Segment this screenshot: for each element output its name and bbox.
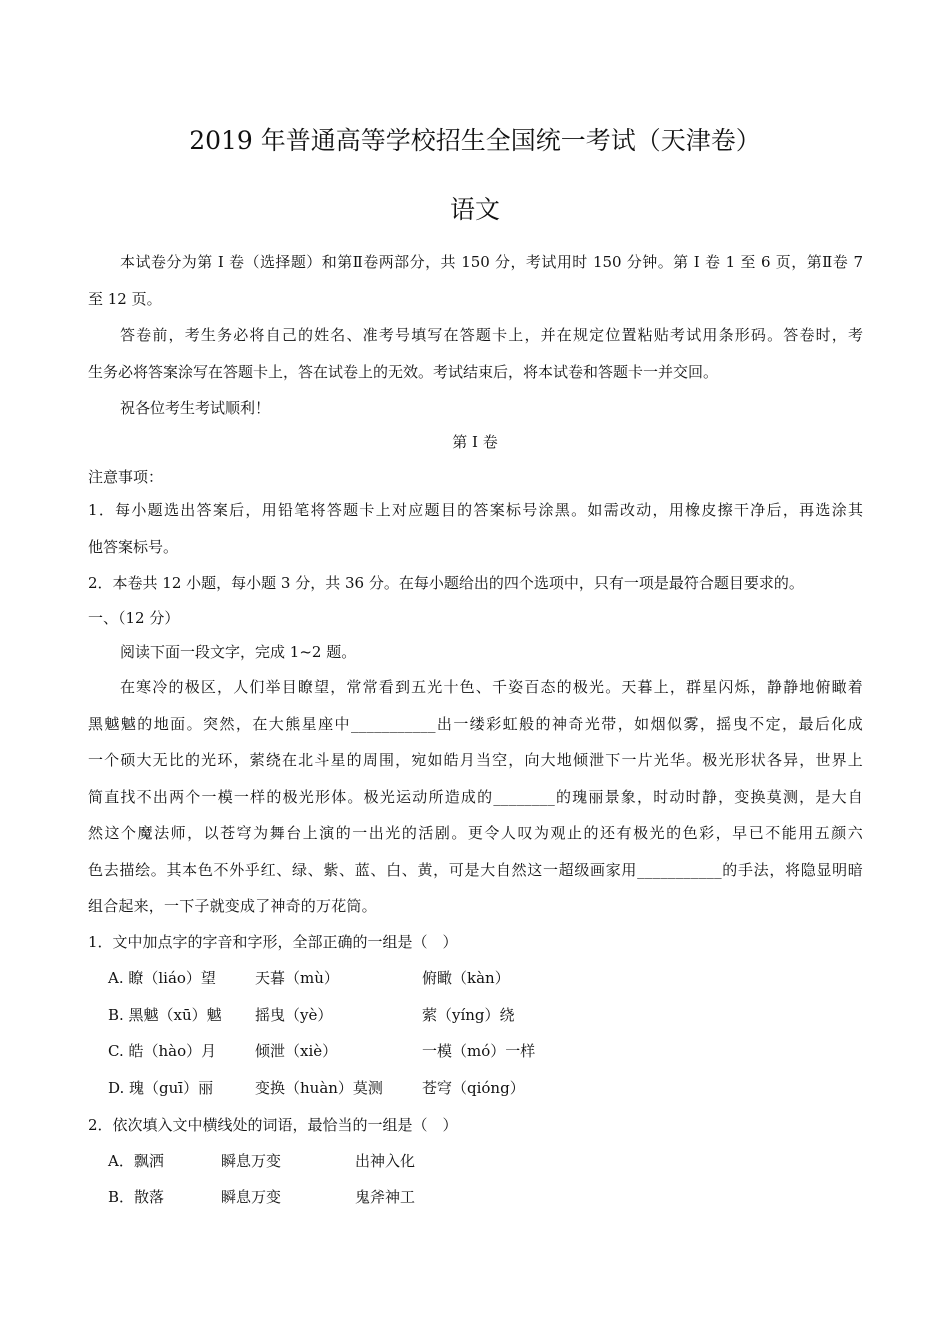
q1-option-d-part-2: 变换（huàn）莫测: [255, 1079, 383, 1097]
passage-line-2: 黑魆魆的地面。突然，在大熊星座中___________出一缕彩虹般的神奇光带，如烟似雾，摇曳不定，最后化成: [88, 715, 863, 733]
q1-option-c-part-2: 倾泄（xiè）: [255, 1042, 338, 1060]
section-1-instruction: 阅读下面一段文字，完成 1~2 题。: [120, 643, 357, 661]
q1-option-a-part-2: 天暮（mù）: [255, 969, 339, 987]
q2-option-b-part-2: 瞬息万变: [221, 1188, 282, 1206]
passage-line-6: 色去描绘。其本色不外乎红、绿、紫、蓝、白、黄，可是大自然这一超级画家用___________的手法，将隐显明暗: [88, 861, 863, 879]
question-1-stem: 1．文中加点字的字音和字形，全部正确的一组是（ ）: [88, 933, 458, 951]
intro-paragraph-1-line-1: 本试卷分为第 I 卷（选择题）和第Ⅱ卷两部分，共 150 分，考试用时 150 分钟。第 I 卷 1 至 6 页，第Ⅱ卷 7: [120, 253, 863, 271]
q1-option-b-part-3: 萦（yíng）绕: [422, 1006, 515, 1024]
q2-option-a-part-3: 出神入化: [355, 1152, 416, 1170]
passage-line-7: 组合起来，一下子就变成了神奇的万花筒。: [88, 897, 377, 915]
passage-line-4: 简直找不出两个一模一样的极光形体。极光运动所造成的________的瑰丽景象，时动时静，变换莫测，是大自: [88, 788, 863, 806]
note-1-line-2: 他答案标号。: [88, 538, 179, 556]
passage-line-1: 在寒冷的极区，人们举目瞭望，常常看到五光十色、千姿百态的极光。天暮上，群星闪烁，静静地俯瞰着: [120, 678, 863, 696]
exam-title: 2019 年普通高等学校招生全国统一考试（天津卷）: [189, 126, 761, 155]
q1-option-b-part-1: B. 黑魆（xū）魆: [108, 1006, 222, 1024]
q1-option-a-part-3: 俯瞰（kàn）: [422, 969, 510, 987]
q1-option-b-part-2: 摇曳（yè）: [255, 1006, 333, 1024]
q2-option-b-part-1: B．散落: [108, 1188, 165, 1206]
q1-option-a-part-1: A. 瞭（liáo）望: [108, 969, 216, 987]
q1-option-c-part-3: 一模（mó）一样: [422, 1042, 536, 1060]
passage-line-3: 一个硕大无比的光环，萦绕在北斗星的周围，宛如皓月当空，向大地倾泄下一片光华。极光形状各异，世界上: [88, 751, 863, 769]
q2-option-b-part-3: 鬼斧神工: [355, 1188, 416, 1206]
subject-title: 语文: [449, 195, 500, 224]
intro-paragraph-2-line-2: 生务必将答案涂写在答题卡上，答在试卷上的无效。考试结束后，将本试卷和答题卡一并交回。: [88, 363, 719, 381]
section-1-heading: 一、（12 分）: [88, 609, 180, 627]
good-luck-text: 祝各位考生考试顺利！: [120, 399, 271, 417]
question-2-stem: 2．依次填入文中横线处的词语，最恰当的一组是（ ）: [88, 1116, 458, 1134]
q2-option-a-part-1: A．飘洒: [108, 1152, 164, 1170]
passage-line-5: 然这个魔法师，以苍穹为舞台上演的一出光的活剧。更令人叹为观止的还有极光的色彩，早已不能用五颜六: [88, 824, 863, 842]
q1-option-d-part-1: D. 瑰（guī）丽: [108, 1079, 214, 1097]
q1-option-c-part-1: C. 皓（hào）月: [108, 1042, 217, 1060]
intro-paragraph-1-line-2: 至 12 页。: [88, 290, 162, 308]
note-1-line-1: 1．每小题选出答案后，用铅笔将答题卡上对应题目的答案标号涂黑。如需改动，用橡皮擦干净后，再选涂其: [88, 501, 863, 519]
note-2: 2．本卷共 12 小题，每小题 3 分，共 36 分。在每小题给出的四个选项中，只有一项是最符合题目要求的。: [88, 574, 804, 592]
intro-paragraph-2-line-1: 答卷前，考生务必将自己的姓名、准考号填写在答题卡上，并在规定位置粘贴考试用条形码。答卷时，考: [120, 326, 863, 344]
q2-option-a-part-2: 瞬息万变: [221, 1152, 282, 1170]
q1-option-d-part-3: 苍穹（qióng）: [422, 1079, 525, 1097]
volume-heading: 第 I 卷: [452, 433, 498, 451]
notes-heading: 注意事项：: [88, 468, 164, 486]
